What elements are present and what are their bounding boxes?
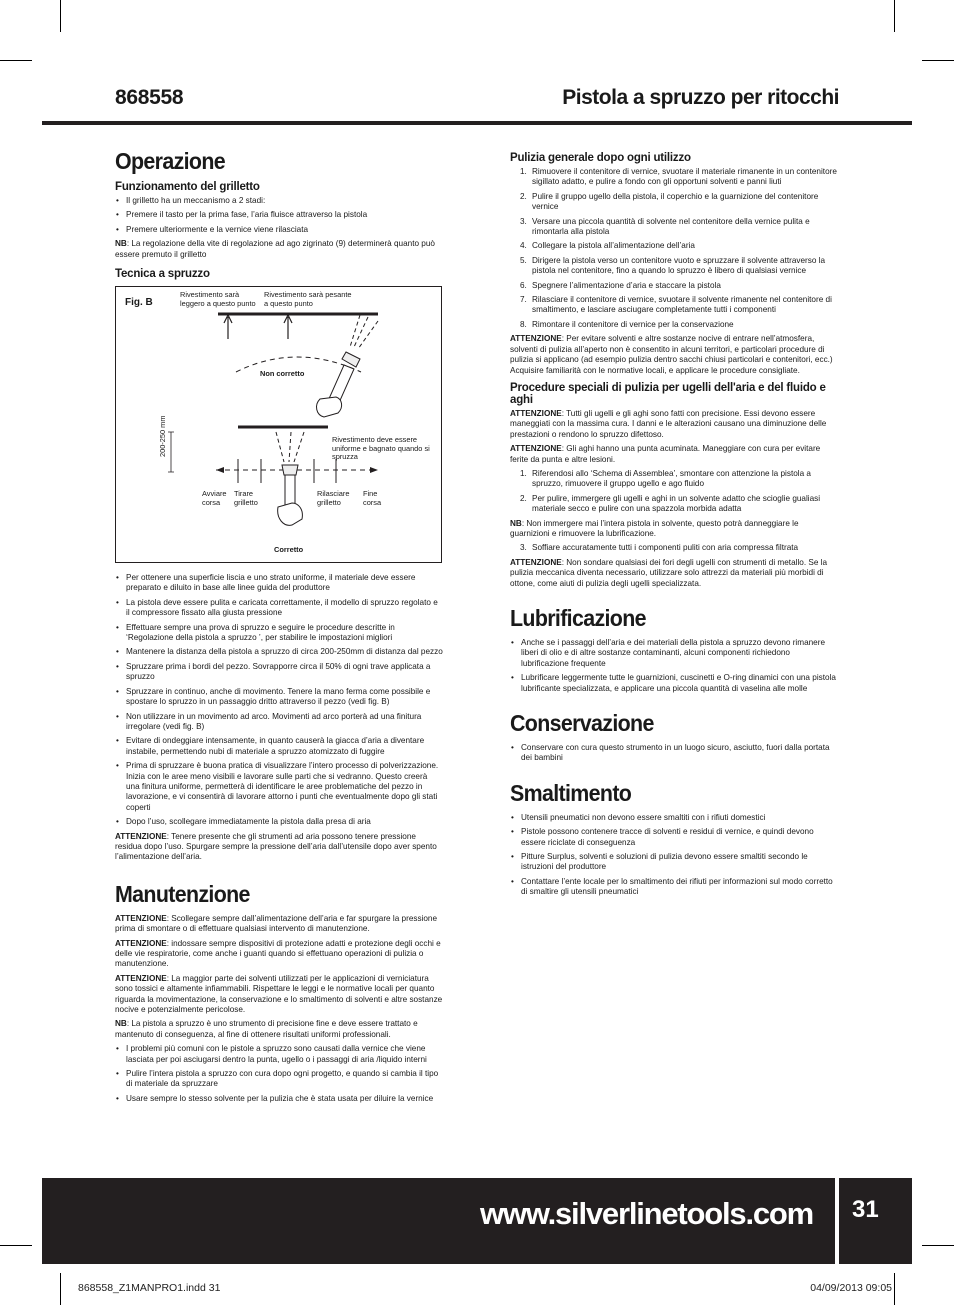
list-item — [510, 543, 838, 553]
nb-label: NB — [510, 518, 522, 528]
step-text: Riferendosi allo ‘Schema di Assemblea’, smontare con attenzione la pistola a spruzzo, rimuovere il gruppo ugello e ago fluido — [532, 468, 811, 489]
list-item — [510, 320, 838, 330]
attention-note — [115, 832, 443, 863]
attention-label: ATTENZIONE — [115, 831, 167, 841]
special-cleaning-steps — [510, 469, 838, 515]
crop-mark — [922, 60, 954, 61]
lubrication-list — [510, 638, 838, 694]
attention-label: ATTENZIONE — [115, 913, 167, 923]
figure-label-correct: Corretto — [274, 545, 304, 555]
attention-label: ATTENZIONE — [115, 938, 167, 948]
list-item: • I problemi più comuni con le pistole a spruzzo sono causati dalla vernice che viene lasciata per poi asciugarsi dentro la punta, ugello o i passaggi di aria /liquido interni — [115, 1044, 443, 1065]
list-item: • Conservare con cura questo strumento in un luogo sicuro, asciutto, fuori dalla portata dei bambini — [510, 743, 838, 764]
attention-note — [510, 334, 838, 376]
crop-mark — [60, 0, 61, 32]
attention-note — [115, 974, 443, 1016]
attention-text: : Gli aghi hanno una punta acuminata. Maneggiare con cura per evitare ferite da punta e altre lesioni. — [510, 444, 821, 464]
step-number: 1. — [520, 167, 527, 176]
list-item: • Usare sempre lo stesso solvente per la pulizia che è stata usata per diluire la vernice — [115, 1094, 443, 1104]
list-item — [510, 256, 838, 277]
attention-note — [510, 444, 838, 465]
header-rule — [42, 121, 912, 125]
step-text: Rimontare il contenitore di vernice per la conservazione — [532, 319, 734, 329]
website-link[interactable]: www.silverlinetools.com — [480, 1196, 814, 1231]
step-number: 2. — [520, 191, 527, 201]
crop-mark — [0, 1245, 32, 1246]
list-item: • Non utilizzare in un movimento ad arco. Movimenti ad arco porterà ad una finitura irregolare (vedi fig. B) — [115, 712, 443, 733]
attention-label: ATTENZIONE — [510, 334, 562, 344]
list-item: • Utensili pneumatici non devono essere smaltiti con i rifiuti domestici — [510, 813, 838, 823]
figure-label-pull: Tirare grilletto — [234, 489, 258, 507]
attention-label: ATTENZIONE — [115, 973, 167, 983]
list-item: • Premere ulteriormente e la vernice viene rilasciata — [115, 225, 443, 235]
list-item: • Spruzzare prima i bordi del pezzo. Sovrapporre circa il 50% di ogni trave applicata a spruzzo — [115, 662, 443, 683]
page-number: 31 — [852, 1196, 879, 1223]
step-text: Rimuovere il contenitore di vernice, svuotare il materiale rimanente in un contenitore sigillato adatto, e pulire a fondo con gli opportuni solventi e panni liuti — [532, 167, 837, 187]
crop-mark — [894, 0, 895, 32]
attention-note — [510, 409, 838, 440]
list-item — [510, 469, 838, 490]
attention-label: ATTENZIONE — [510, 408, 562, 418]
attention-text: : Scollegare sempre dall’alimentazione dell’aria e far spurgare la pressione prima di smontare o di effettuare qualsiasi intervento di manutenzione. — [115, 913, 438, 934]
figure-label-end: Fine corsa — [363, 489, 382, 507]
crop-mark — [0, 60, 32, 61]
crop-mark — [922, 1245, 954, 1246]
nb-note — [115, 1019, 443, 1040]
list-item — [510, 217, 838, 238]
nb-note — [115, 239, 443, 260]
attention-text: : Tenere presente che gli strumenti ad aria possono tenere pressione residua dopo l’uso. Spurgare sempre la pressione dell’aria dall’utensile dopo aver spento l’alimentazione dell’aria. — [115, 831, 437, 862]
attention-text: : Non sondare qualsiasi dei fori degli ugelli con strumenti di metallo. Se la pulizia meccanica diventa necessario, utilizzare solo attrezzi da materiali più morbidi di ottone, come aiuti di pulizia degli ugelli specializzata. — [510, 557, 828, 588]
step-number: 5. — [520, 255, 527, 265]
figure-dimension: 200-250 mm — [158, 415, 167, 458]
figure-note-heavy: Rivestimento sarà pesante a questo punto — [264, 290, 352, 308]
cleaning-steps — [510, 167, 838, 330]
figure-b — [115, 286, 442, 563]
section-heading-manutenzione: Manutenzione — [115, 880, 250, 907]
attention-note — [115, 914, 443, 935]
list-item: • Pistole possono contenere tracce di solventi e residui di vernice, e quindi devono essere riciclate di conseguenza — [510, 827, 838, 848]
step-number: 4. — [520, 241, 527, 251]
figure-note-light: Rivestimento sarà leggero a questo punto — [180, 290, 256, 308]
page-title: Pistola a spruzzo per ritocchi — [562, 86, 839, 109]
step-text: Rilasciare il contenitore di vernice, svuotare il solvente rimanente nel contenitore di smaltimento, e lasciare asciugare completamente tutti i componenti — [532, 295, 832, 315]
nb-text: : Non immergere mai l’intera pistola in solvente, questo potrà danneggiare le guarnizioni e rimuovere la lubrificazione. — [510, 518, 799, 538]
left-column — [115, 148, 443, 1108]
step-number: 3. — [520, 216, 527, 226]
file-slug: 868558_Z1MANPRO1.indd 31 — [78, 1282, 221, 1294]
attention-note — [510, 558, 838, 589]
step-text: Versare una piccola quantità di solvente nel contenitore della vernice pulita e rimontarla alla pistola — [532, 216, 810, 237]
footer-divider — [835, 1178, 839, 1264]
step-text: Soffiare accuratamente tutti i componenti puliti con aria compressa filtrata — [532, 543, 799, 553]
subheading-special-cleaning: Procedure speciali di pulizia per ugelli dell'aria e del fluido e aghi — [510, 381, 826, 406]
subheading-trigger: Funzionamento del grilletto — [115, 181, 260, 193]
attention-label: ATTENZIONE — [510, 557, 562, 567]
list-item — [510, 167, 838, 188]
disposal-list — [510, 813, 838, 898]
crop-mark — [60, 1273, 61, 1305]
step-text: Per pulire, immergere gli ugelli e aghi in un solvente adatto che scioglie gualiasi materiale secco e pulire con una spazzola morbida adatta — [532, 493, 821, 514]
subheading-general-cleaning: Pulizia generale dopo ogni utilizzo — [510, 152, 691, 164]
maintenance-list — [115, 1044, 443, 1104]
attention-text: : La maggior parte dei solventi utilizzati per le applicazioni di verniciatura sono tossici e altamente infiammabili. Rispettare le leggi e le normative locali per quanto riguarda la movimentazione, la conservazione e lo smaltimento di solventi e altre sostanze nocive e potenzialmente pericolose. — [115, 973, 443, 1015]
step-number: 7. — [520, 295, 527, 305]
list-item: • Per ottenere una superficie liscia e uno strato uniforme, il materiale deve essere preparato e diluito in base alle linee guida del produttore — [115, 573, 443, 594]
subheading-spray-technique: Tecnica a spruzzo — [115, 268, 210, 281]
nb-label: NB — [115, 1019, 127, 1029]
right-column — [510, 148, 838, 902]
section-heading-smaltimento: Smaltimento — [510, 779, 632, 806]
attention-label: ATTENZIONE — [510, 444, 562, 454]
list-item: • Premere il tasto per la prima fase, l’aria fluisce attraverso la pistola — [115, 210, 443, 220]
list-item — [510, 281, 838, 291]
figure-label-wrong: Non corretto — [260, 369, 305, 379]
step-text: Pulire il gruppo ugello della pistola, il coperchio e la guarnizione del contenitore vernice — [532, 191, 819, 212]
list-item — [510, 241, 838, 251]
crop-mark — [894, 1273, 895, 1305]
nb-text: : La regolazione della vite di regolazione ad ago zigrinato (9) determinerà quanto può essere premuto il grilletto — [115, 239, 435, 259]
nb-text: : La pistola a spruzzo è uno strumento di precisione fine e deve essere trattato e mantenuto di conseguenza, al fine di ottenere risultati uniformi professionali. — [115, 1019, 418, 1039]
attention-text: : Per evitare solventi e altre sostanze nocive di entrare nell’atmosfera, solventi di pulizia all’aperto non è consentito in alcuni territori, e particolari procedure di pulizia si applicano (ad esempio pulizia dentro sacchi chiusi particolari e contenitori, ecc.) Acquisire familiarità con le normative locali, e applicare le procedure consigliate. — [510, 334, 833, 375]
attention-text: : indossare sempre dispositivi di protezione adatti e protezione degli occhi e delle vie respiratorie, come anche i guanti quando si effettuano operazioni di pulizia o manutenzione. — [115, 938, 441, 969]
special-cleaning-steps-continued — [510, 543, 838, 553]
list-item: • Anche se i passaggi dell’aria e dei materiali della pistola a spruzzo devono rimanere liberi di olio e di altre sostanze contaminanti, alcuni componenti richiedono lubrificazione frequente — [510, 638, 838, 669]
list-item: • Dopo l’uso, scollegare immediatamente la pistola dalla presa di aria — [115, 817, 443, 827]
list-item: • Pulire l’intera pistola a spruzzo con cura dopo ogni progetto, e quando si cambia il tipo di materiale da spruzzare — [115, 1069, 443, 1090]
step-number: 2. — [520, 493, 527, 503]
figure-label: Fig. B — [125, 297, 153, 309]
trigger-list — [115, 196, 443, 235]
list-item: • Mantenere la distanza della pistola a spruzzo di circa 200-250mm di distanza dal pezzo — [115, 647, 443, 657]
spray-technique-list — [115, 573, 443, 828]
figure-label-start: Avviare corsa — [202, 489, 227, 507]
list-item: • Effettuare sempre una prova di spruzzo e seguire le procedure descritte in ‘Regolazione della pistola a spruzzo ’, per stabilire le impostazioni migliori — [115, 623, 443, 644]
section-heading-lubrificazione: Lubrificazione — [510, 605, 646, 631]
attention-text: : Tutti gli ugelli e gli aghi sono fatti con precisione. Essi devono essere maneggiati con la massima cura. I danni e le alterazioni causano una diminuzione delle prestazioni o rendono lo spruzzo difettoso. — [510, 408, 827, 439]
attention-note — [115, 939, 443, 970]
step-text: Spegnere l’alimentazione d’aria e staccare la pistola — [532, 280, 721, 290]
step-number: 6. — [520, 280, 527, 290]
list-item: • Spruzzare in continuo, anche di movimento. Tenere la mano ferma come possibile e spostare lo spruzzo in un passaggio dritto attraverso il pezzo (vedi fig. B) — [115, 687, 443, 708]
nb-label: NB — [115, 239, 127, 249]
product-code: 868558 — [115, 86, 184, 109]
list-item: • Pitture Surplus, solventi e soluzioni di pulizia devono essere smaltiti secondo le istruzioni del produttore — [510, 852, 838, 873]
step-number: 3. — [520, 543, 527, 553]
figure-note-uniform: Rivestimento deve essere uniforme e bagnato quando si spruzza — [332, 435, 430, 462]
storage-list — [510, 743, 838, 764]
list-item: • Evitare di ondeggiare intensamente, in quanto causerà la giacca d’aria a diventare instabile, permettendo nubi di materiale a spruzzo atomizzato di fuggire — [115, 736, 443, 757]
nb-note — [510, 519, 838, 540]
section-heading-operazione: Operazione — [115, 148, 225, 174]
list-item — [510, 295, 838, 316]
list-item: • Lubrificare leggermente tutte le guarnizioni, cuscinetti e O-ring dinamici con una pistola lubrificante specializzata, e applicare una piccola quantità di vaselina alle molle — [510, 673, 838, 694]
list-item — [510, 494, 838, 515]
section-heading-conservazione: Conservazione — [510, 710, 654, 737]
date-slug: 04/09/2013 09:05 — [810, 1282, 892, 1294]
list-item: • Contattare l’ente locale per lo smaltimento dei rifiuti per informazioni sul modo corretto di smaltire gli utensili pneumatici — [510, 877, 838, 898]
step-text: Collegare la pistola all’alimentazione dell’aria — [532, 241, 695, 251]
figure-label-release: Rilasciare grilletto — [317, 489, 350, 507]
list-item: • Il grilletto ha un meccanismo a 2 stadi: — [115, 196, 443, 206]
step-text: Dirigere la pistola verso un contenitore vuoto e spruzzare il solvente attraverso la pistola nel contenitore, fino a quando lo spruzzo è libero di qualsiasi vernice — [532, 255, 826, 276]
list-item: • Prima di spruzzare è buona pratica di visualizzare l’intero processo di polverizzazione. Inizia con le aree meno visibili e lavorare sulle parti che si vedranno. Questo creerà una finitura uniforme, permetterà di identificare le aree problematiche del pezzo in lavorazione, e vi consentirà di lavorare attorno i punti che eventualmente dopo gli stati coperti — [115, 761, 443, 813]
step-number: 8. — [520, 319, 527, 329]
list-item — [510, 192, 838, 213]
step-number: 1. — [520, 468, 527, 478]
list-item: • La pistola deve essere pulita e caricata correttamente, il modello di spruzzo regolato e il compressore fissato alla giusta pressione — [115, 598, 443, 619]
